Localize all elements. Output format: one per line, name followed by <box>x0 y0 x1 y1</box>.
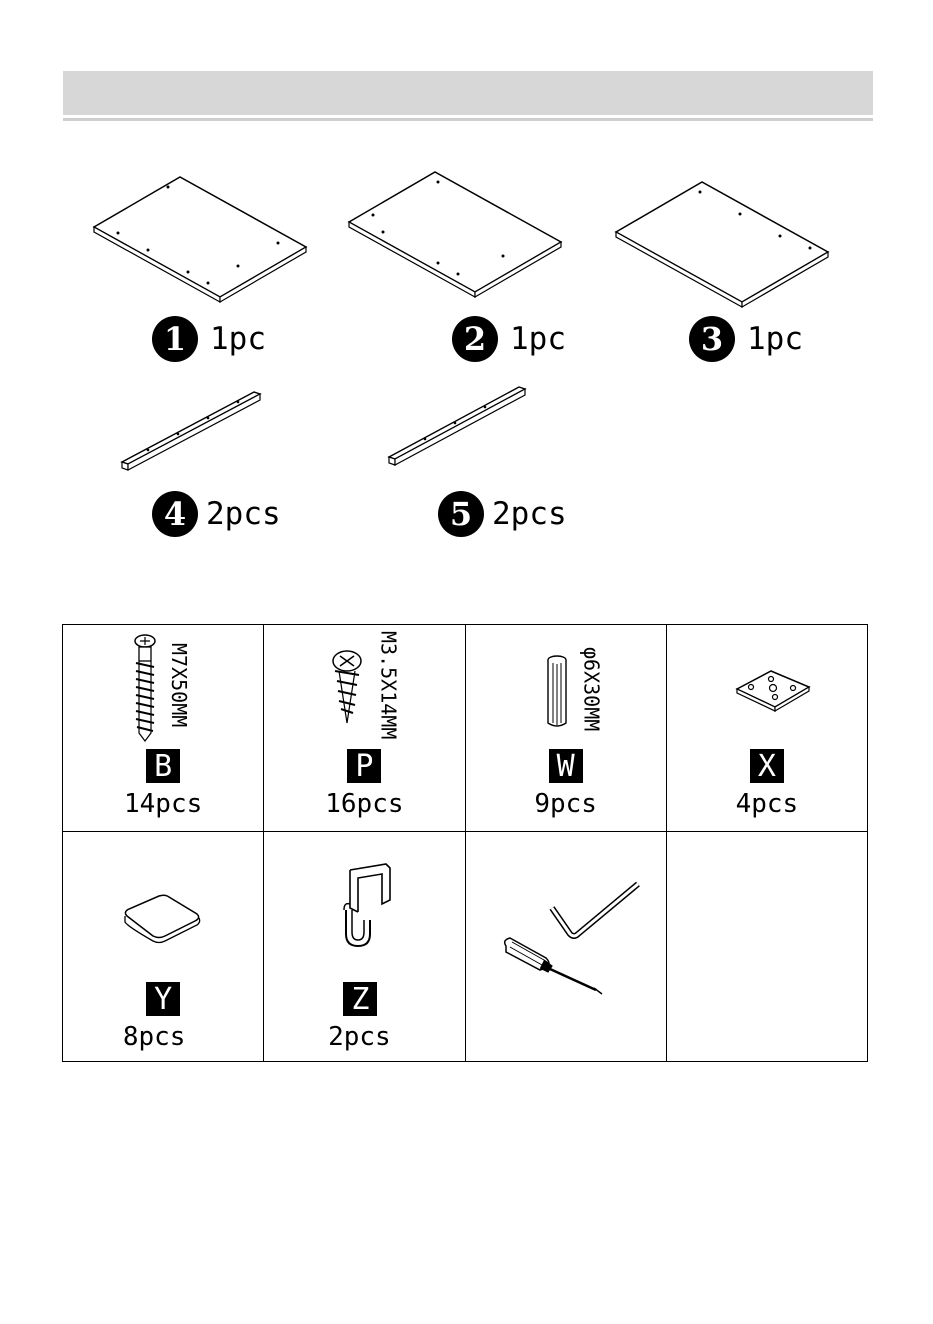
hardware-quantity: 4pcs <box>735 789 799 819</box>
hardware-cell-y <box>63 832 264 1062</box>
hardware-code: Y <box>146 982 180 1016</box>
wooden-dowel-icon <box>546 655 568 729</box>
hardware-code: W <box>549 749 583 783</box>
allen-key-icon <box>548 878 642 944</box>
panel-number-badge: 5 <box>438 491 484 537</box>
header-bar <box>63 71 873 115</box>
panel-1-drawing <box>88 175 313 305</box>
cam-bolt-icon <box>130 633 160 743</box>
panel-number-badge: 4 <box>152 491 198 537</box>
panel-2-drawing <box>343 170 568 300</box>
hook-icon <box>324 860 396 952</box>
hardware-cell-tools <box>465 832 666 1062</box>
panel-3-drawing <box>610 180 835 310</box>
hardware-table <box>62 624 868 1062</box>
hardware-cell-z <box>264 832 465 1062</box>
hardware-quantity: 8pcs <box>122 1022 186 1052</box>
connector-plate-icon <box>733 667 813 715</box>
panel-quantity: 2pcs <box>492 496 567 532</box>
hardware-spec: φ6X30MM <box>579 647 604 732</box>
hardware-code: Z <box>343 982 377 1016</box>
wood-screw-icon <box>330 649 364 725</box>
panel-number-badge: 2 <box>452 316 498 362</box>
felt-pad-icon <box>119 892 205 944</box>
panel-quantity: 2pcs <box>206 496 281 532</box>
panel-number-badge: 3 <box>689 316 735 362</box>
panel-quantity: 1pc <box>210 321 266 357</box>
hardware-code: P <box>347 749 381 783</box>
panel-3-label <box>689 314 803 364</box>
hardware-cell-empty <box>666 832 867 1062</box>
hardware-cell-b <box>63 625 264 832</box>
panel-quantity: 1pc <box>747 321 803 357</box>
hardware-spec: M3.5X14MM <box>376 631 401 740</box>
header-rule <box>63 118 873 121</box>
panel-4-drawing <box>118 388 268 473</box>
hardware-code: B <box>146 749 180 783</box>
hardware-quantity: 9pcs <box>534 789 597 819</box>
screwdriver-icon <box>500 936 606 996</box>
panel-4-label <box>152 489 281 539</box>
hardware-cell-x <box>666 625 867 832</box>
hardware-quantity: 14pcs <box>123 789 203 819</box>
hardware-quantity: 16pcs <box>325 789 404 819</box>
hardware-cell-p <box>264 625 465 832</box>
panel-quantity: 1pc <box>510 321 566 357</box>
hardware-quantity: 2pcs <box>328 1022 391 1052</box>
panel-5-label <box>438 489 567 539</box>
hardware-spec: M7X50MM <box>167 643 191 728</box>
panel-2-label <box>452 314 566 364</box>
hardware-code: X <box>750 749 784 783</box>
panel-5-drawing <box>385 383 535 468</box>
hardware-cell-w <box>465 625 666 832</box>
panel-number-badge: 1 <box>152 316 198 362</box>
panel-1-label <box>152 314 266 364</box>
